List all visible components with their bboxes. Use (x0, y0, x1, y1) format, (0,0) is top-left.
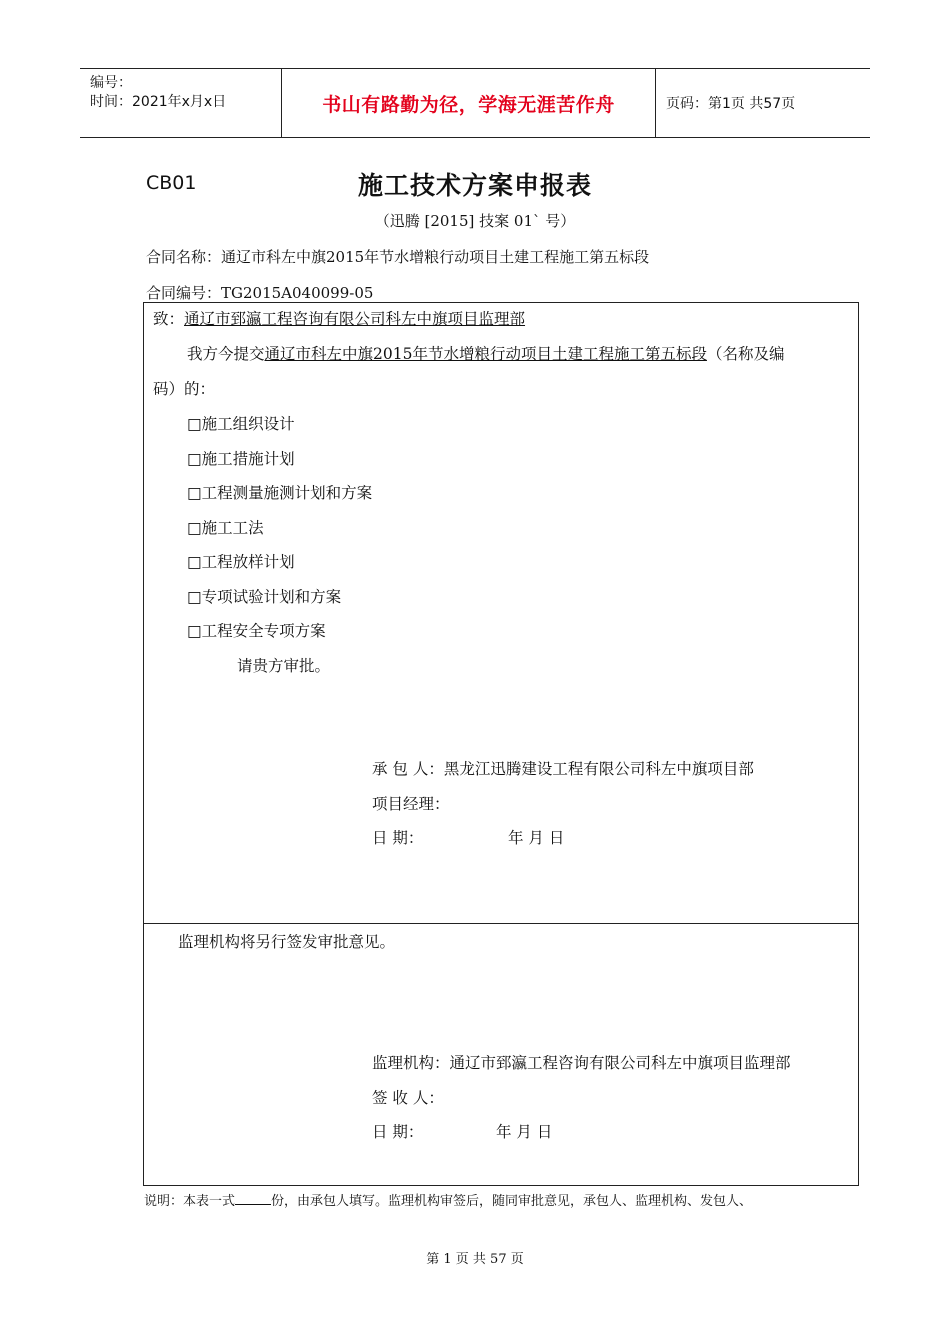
application-form (143, 302, 859, 1186)
option-survey-plan[interactable]: □工程测量施测计划和方案 (187, 484, 373, 502)
submission-suffix: （名称及编 (706, 345, 785, 363)
recipient-line (153, 307, 525, 329)
number-label: 编号： (90, 75, 132, 91)
contract-number: 合同编号：TG2015A040099-05 (146, 284, 374, 302)
submission-project: 通辽市科左中旗2015年节水增粮行动项目土建工程施工第五标段 (264, 345, 707, 363)
approval-request: 请贵方审批。 (237, 657, 331, 675)
receiver-label: 签 收 人： (372, 1089, 444, 1107)
page-footer: 第 1 页 共 57 页 (426, 1252, 524, 1267)
form-note (144, 1190, 752, 1209)
copies-blank (235, 1191, 271, 1205)
page-info: 页码：第1页 共57页 (666, 96, 796, 112)
page-header (80, 68, 870, 138)
submission-line (187, 342, 784, 364)
motto: 书山有路勤为径，学海无涯苦作舟 (322, 93, 615, 116)
option-safety-plan[interactable]: □工程安全专项方案 (187, 622, 326, 640)
note-suffix: 份，由承包人填写。监理机构审签后，随同审批意见，承包人、监理机构、发包人、 (271, 1194, 753, 1209)
form-code: CB01 (146, 172, 197, 194)
option-layout-plan[interactable]: □工程放样计划 (187, 553, 295, 571)
contract-name: 合同名称：通辽市科左中旗2015年节水增粮行动项目土建工程施工第五标段 (146, 248, 650, 266)
supervision-note: 监理机构将另行签发审批意见。 (178, 933, 396, 951)
contractor-date-label: 日 期： (372, 829, 424, 847)
contractor-line: 承 包 人：黑龙江迅腾建设工程有限公司科左中旗项目部 (372, 760, 754, 778)
recipient-org: 通辽市郅瀛工程咨询有限公司科左中旗项目监理部 (184, 310, 526, 328)
contractor-date-ymd: 年 月 日 (508, 829, 565, 847)
header-meta-cell (80, 69, 282, 137)
recipient-prefix: 致： (153, 310, 185, 328)
project-manager-label: 项目经理： (372, 795, 450, 813)
option-construction-method[interactable]: □施工工法 (187, 519, 264, 537)
document-title: 施工技术方案申报表 (357, 171, 592, 200)
submission-line-2: 码）的： (153, 380, 216, 398)
section-divider (144, 923, 858, 924)
supervisor-line: 监理机构：通辽市郅瀛工程咨询有限公司科左中旗项目监理部 (372, 1054, 791, 1072)
document-number: （迅腾 [2015] 技案 01` 号） (374, 212, 576, 230)
option-construction-design[interactable]: □施工组织设计 (187, 415, 295, 433)
submission-prefix: 我方今提交 (187, 345, 265, 363)
supervisor-date-label: 日 期： (372, 1123, 424, 1141)
supervisor-date-ymd: 年 月 日 (496, 1123, 553, 1141)
header-motto-cell (282, 69, 656, 137)
option-test-plan[interactable]: □专项试验计划和方案 (187, 588, 342, 606)
option-construction-measures[interactable]: □施工措施计划 (187, 450, 295, 468)
note-prefix: 说明：本表一式 (144, 1194, 236, 1209)
time-label: 时间：2021年x月x日 (90, 94, 227, 110)
header-page-cell (656, 69, 870, 137)
